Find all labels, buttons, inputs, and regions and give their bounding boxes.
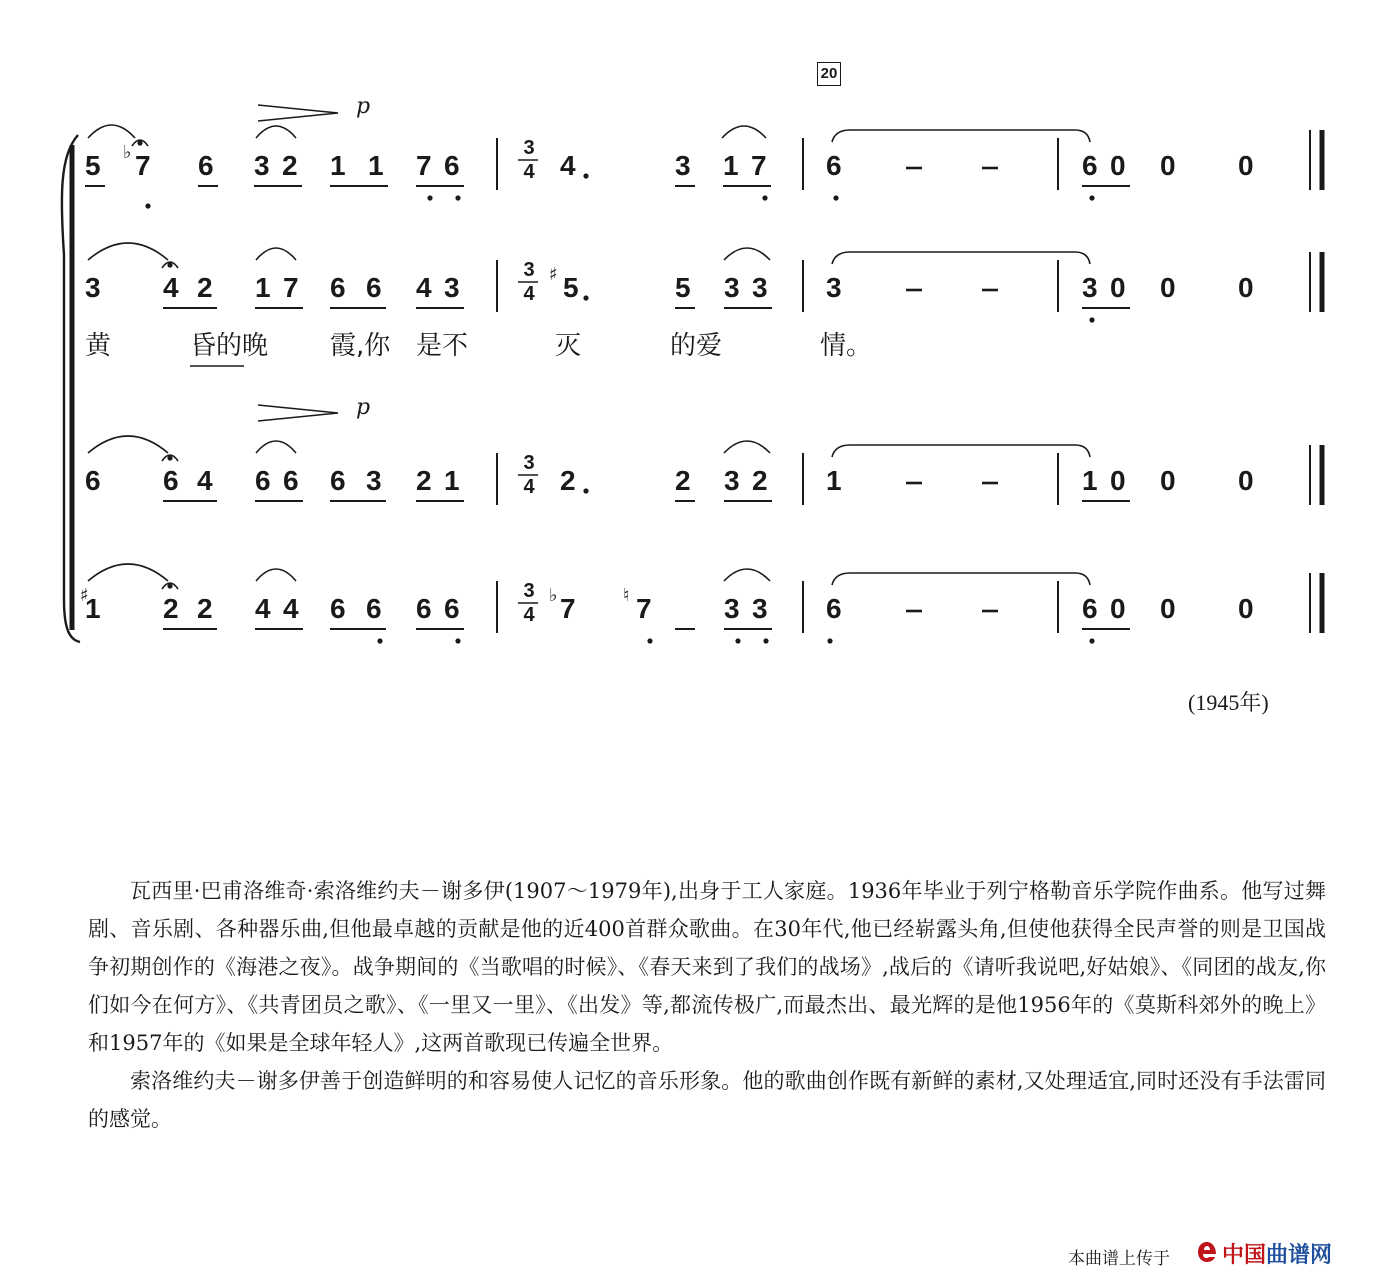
flat-accidental: ♭: [549, 585, 558, 606]
slur: [722, 126, 766, 138]
note-2-1: 3: [85, 272, 101, 303]
note-2-6: 6: [330, 272, 346, 303]
time-signature-bottom: 4: [523, 283, 535, 305]
note-2-8: 4: [416, 272, 432, 303]
slur: [88, 125, 135, 138]
low-octave-dot: [762, 195, 767, 200]
phrase-tie: [832, 573, 1090, 585]
note-1-18: 6: [1082, 150, 1098, 181]
note-3-6: 6: [330, 465, 346, 496]
time-signature-top: 3: [523, 259, 535, 281]
watermark-brand: [1222, 1238, 1332, 1269]
augmentation-dot: [583, 295, 588, 300]
biography-paragraph-2: 索洛维约夫－谢多伊善于创造鲜明的和容易使人记忆的音乐形象。他的歌曲创作既有新鲜的素材,又处理适宜,同时还没有手法雷同的感觉。: [88, 1069, 1326, 1131]
note-4-4: 4: [255, 593, 271, 624]
low-octave-dot: [455, 638, 460, 643]
slur: [88, 564, 168, 581]
note-4-9: 6: [444, 593, 460, 624]
sharp-accidental: ♯: [549, 264, 558, 285]
note-2-13: 3: [724, 272, 740, 303]
rehearsal-mark: 20: [817, 62, 841, 86]
note-1-4: 3: [254, 150, 270, 181]
note-2-12: 5: [675, 272, 691, 303]
augmentation-dot: [583, 173, 588, 178]
note-1-2: 7: [135, 150, 151, 181]
time-signature-bottom: 4: [523, 476, 535, 498]
note-3-19: 0: [1110, 465, 1126, 496]
low-octave-dot: [735, 638, 740, 643]
biography-paragraph-1: 瓦西里·巴甫洛维奇·索洛维约夫－谢多伊(1907～1979年),出身于工人家庭。1936年毕业于列宁格勒音乐学院作曲系。他写过舞剧、音乐剧、各种器乐曲,但他最卓越的贡献是他的近400首群众歌曲。在30年代,他已经崭露头角,但使他获得全民声誉的则是卫国战争初期创作的《海港之夜》。战争期间的《当歌唱的时候》、《春天来到了我们的战场》,战后的《请听我说吧,好姑娘》、《同团的战友,你们如今在何方》、《共青团员之歌》、《一里又一里》、《出发》等,都流传极广,而最杰出、最光辉的是他1956年的《莫斯科郊外的晚上》和1957年的《如果是全球年轻人》,这两首歌现已传遍全世界。: [88, 879, 1326, 1055]
note-4-1: 1: [85, 593, 101, 624]
low-octave-dot: [647, 638, 652, 643]
dynamic-mark: p: [356, 94, 371, 119]
slur: [256, 248, 296, 260]
note-1-13: 1: [723, 150, 739, 181]
note-1-14: 7: [751, 150, 767, 181]
lyric-2: 昏的晚: [190, 331, 269, 361]
note-2-21: 0: [1238, 272, 1254, 303]
note-3-10: 2: [560, 465, 576, 496]
biography-text: [88, 872, 1326, 1138]
note-3-13: 3: [724, 465, 740, 496]
note-3-9: 1: [444, 465, 460, 496]
phrase-tie: [832, 130, 1090, 142]
note-2-2: 4: [163, 272, 179, 303]
augmentation-dot: [583, 488, 588, 493]
note-4-14: 6: [826, 593, 842, 624]
note-1-21: 0: [1238, 150, 1254, 181]
lyric-5: 灭: [555, 331, 582, 361]
note-2-18: 3: [1082, 272, 1098, 303]
note-4-2: 2: [163, 593, 179, 624]
fermata-dot: [167, 455, 172, 460]
lyric-7: 情。: [820, 331, 873, 361]
low-octave-dot: [827, 638, 832, 643]
slur: [724, 569, 770, 581]
note-4-8: 6: [416, 593, 432, 624]
note-4-19: 0: [1160, 593, 1176, 624]
lyric-4: 是不: [416, 331, 469, 361]
note-3-21: 0: [1238, 465, 1254, 496]
note-1-5: 2: [282, 150, 298, 181]
note-3-15: 1: [826, 465, 842, 496]
note-4-3: 2: [197, 593, 213, 624]
slur: [256, 441, 296, 453]
slur: [724, 248, 770, 260]
note-3-12: 2: [675, 465, 691, 496]
phrase-tie: [832, 445, 1090, 457]
note-1-3: 6: [198, 150, 214, 181]
note-1-12: 3: [675, 150, 691, 181]
time-signature-bottom: 4: [523, 161, 535, 183]
note-4-10: 7: [560, 593, 576, 624]
note-1-6: 1: [330, 150, 346, 181]
low-octave-dot: [145, 203, 150, 208]
diminuendo-hairpin: [258, 405, 338, 421]
natural-accidental: ♮: [623, 585, 630, 606]
slur: [88, 243, 168, 260]
slur: [88, 436, 168, 453]
note-4-18: 0: [1110, 593, 1126, 624]
flat-accidental: ♭: [123, 142, 132, 163]
lyric-6: 的爱: [670, 331, 723, 361]
note-4-7: 6: [366, 593, 382, 624]
note-3-4: 6: [255, 465, 271, 496]
year-note: (1945年): [1188, 690, 1269, 715]
time-signature-top: 3: [523, 452, 535, 474]
low-octave-dot: [833, 195, 838, 200]
note-3-3: 4: [197, 465, 213, 496]
note-3-7: 3: [366, 465, 382, 496]
note-2-7: 6: [366, 272, 382, 303]
slur: [724, 441, 770, 453]
note-4-20: 0: [1238, 593, 1254, 624]
low-octave-dot: [1089, 638, 1094, 643]
time-signature-top: 3: [523, 137, 535, 159]
note-4-13: 3: [752, 593, 768, 624]
note-3-14: 2: [752, 465, 768, 496]
low-octave-dot: [1089, 317, 1094, 322]
sharp-accidental: ♯: [80, 585, 89, 606]
note-2-14: 3: [752, 272, 768, 303]
note-2-19: 0: [1110, 272, 1126, 303]
watermark-brand-b: 曲谱网: [1266, 1243, 1333, 1268]
note-4-12: 3: [724, 593, 740, 624]
note-1-20: 0: [1160, 150, 1176, 181]
note-2-15: 3: [826, 272, 842, 303]
time-signature-bottom: 4: [523, 604, 535, 626]
note-1-7: 1: [368, 150, 384, 181]
slur: [256, 126, 296, 138]
note-3-1: 6: [85, 465, 101, 496]
low-octave-dot: [427, 195, 432, 200]
low-octave-dot: [455, 195, 460, 200]
note-1-19: 0: [1110, 150, 1126, 181]
fermata-dot: [137, 140, 142, 145]
note-1-10: 4: [560, 150, 576, 181]
note-4-5: 4: [283, 593, 299, 624]
note-2-3: 2: [197, 272, 213, 303]
slur: [256, 569, 296, 581]
watermark-text: 本曲谱上传于: [1068, 1249, 1170, 1269]
note-3-20: 0: [1160, 465, 1176, 496]
note-1-1: 5: [85, 150, 101, 181]
fermata-dot: [167, 262, 172, 267]
fermata-dot: [167, 583, 172, 588]
lyric-1: 黄: [85, 331, 112, 361]
note-3-5: 6: [283, 465, 299, 496]
dynamic-mark: p: [356, 395, 371, 420]
note-3-8: 2: [416, 465, 432, 496]
note-2-5: 7: [283, 272, 299, 303]
site-logo-icon: [1196, 1240, 1218, 1264]
watermark-brand-a: 中国: [1222, 1243, 1267, 1268]
note-4-6: 6: [330, 593, 346, 624]
note-2-20: 0: [1160, 272, 1176, 303]
low-octave-dot: [377, 638, 382, 643]
note-4-17: 6: [1082, 593, 1098, 624]
note-2-4: 1: [255, 272, 271, 303]
note-2-9: 3: [444, 272, 460, 303]
note-2-10: 5: [563, 272, 579, 303]
note-1-15: 6: [826, 150, 842, 181]
phrase-tie: [832, 252, 1090, 264]
note-3-2: 6: [163, 465, 179, 496]
note-1-9: 6: [444, 150, 460, 181]
note-1-8: 7: [416, 150, 432, 181]
note-3-18: 1: [1082, 465, 1098, 496]
time-signature-top: 3: [523, 580, 535, 602]
diminuendo-hairpin: [258, 105, 338, 121]
low-octave-dot: [1089, 195, 1094, 200]
low-octave-dot: [763, 638, 768, 643]
note-4-11: 7: [636, 593, 652, 624]
lyric-3: 霞,你: [330, 331, 391, 361]
